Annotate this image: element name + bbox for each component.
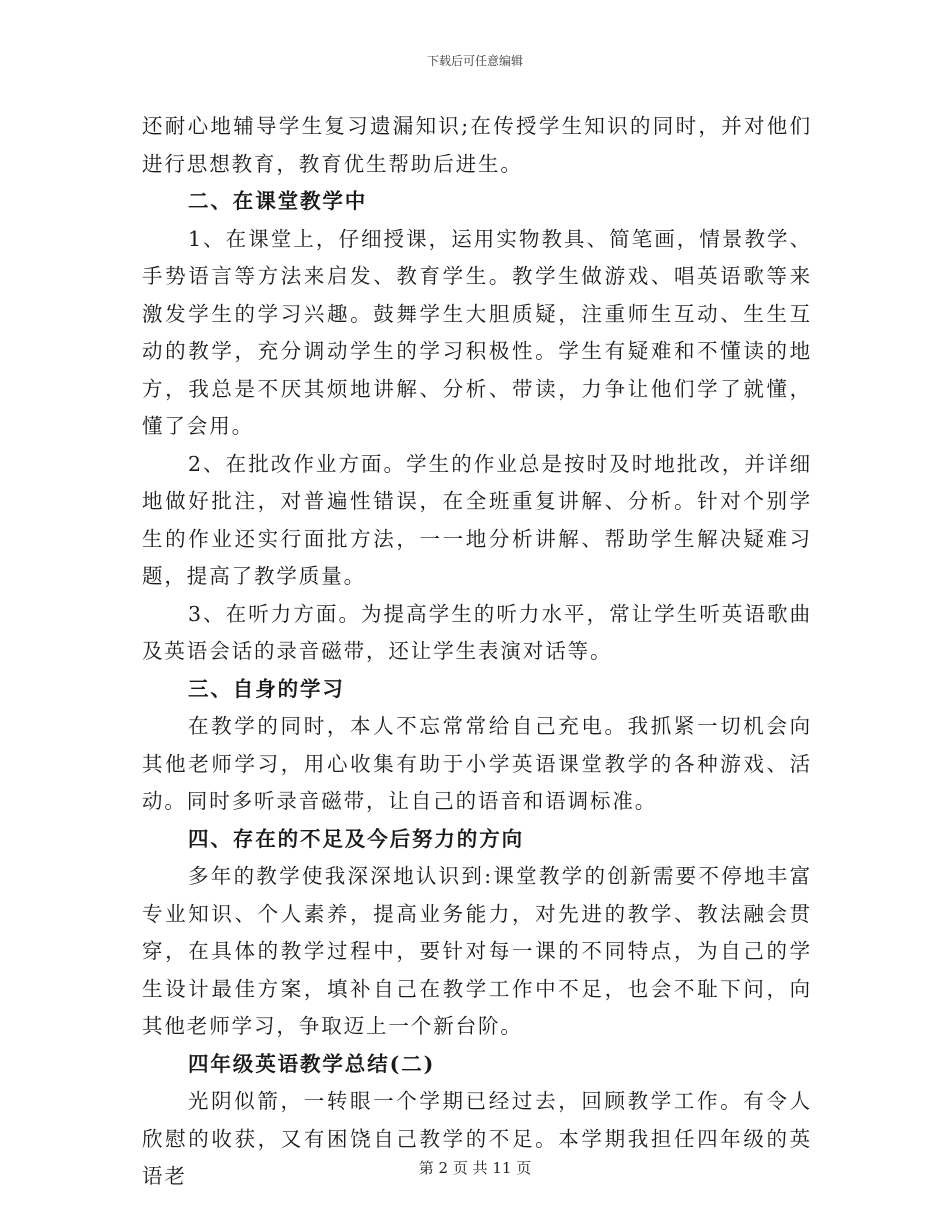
paragraph-continuation: 还耐心地辅导学生复习遗漏知识;在传授学生知识的同时，并对他们进行思想教育，教育优生帮助后进生。: [142, 114, 812, 176]
section-heading-self-learning: 三、自身的学习: [188, 676, 345, 701]
section-heading-classroom-teaching: 二、在课堂教学中: [188, 189, 368, 213]
page-footer-page-number: 第 2 页 共 11 页: [418, 1159, 532, 1177]
section-heading-shortcomings: 四、存在的不足及今后努力的方向: [188, 826, 524, 851]
paragraph-summary-intro: 光阴似箭，一转眼一个学期已经过去，回顾教学工作。有令人欣慰的收获，又有困饶自己教学的不足。本学期我担任四年级的英语老: [142, 1089, 812, 1188]
paragraph-shortcomings: 多年的教学使我深深地认识到:课堂教学的创新需要不停地丰富专业知识、个人素养，提高业务能力，对先进的教学、教法融会贯穿，在具体的教学过程中，要针对每一课的不同特点，为自己的学生设计最佳方案，填补自己在教学工作中不足，也会不耻下问，向其他老师学习，争取迈上一个新台阶。: [142, 864, 812, 1038]
document-subtitle-summary-two: 四年级英语教学总结(二): [188, 1051, 436, 1076]
page-header: 下载后可任意编辑: [426, 54, 523, 68]
paragraph-self-learning: 在教学的同时，本人不忘常常给自己充电。我抓紧一切机会向其他老师学习，用心收集有助于小学英语课堂教学的各种游戏、活动。同时多听录音磁带，让自己的语音和语调标准。: [142, 714, 812, 813]
paragraph-classroom-2: 2、在批改作业方面。学生的作业总是按时及时地批改，并详细地做好批注，对普遍性错误，在全班重复讲解、分析。针对个别学生的作业还实行面批方法，一一地分析讲解、帮助学生解决疑难习题，提高了教学质量。: [142, 451, 812, 588]
paragraph-classroom-1: 1、在课堂上，仔细授课，运用实物教具、简笔画，情景教学、手势语言等方法来启发、教育学生。教学生做游戏、唱英语歌等来激发学生的学习兴趣。鼓舞学生大胆质疑，注重师生互动、生生互动的教学，充分调动学生的学习积极性。学生有疑难和不懂读的地方，我总是不厌其烦地讲解、分析、带读，力争让他们学了就懂，懂了会用。: [142, 226, 812, 438]
paragraph-classroom-3: 3、在听力方面。为提高学生的听力水平，常让学生听英语歌曲及英语会话的录音磁带，还让学生表演对话等。: [142, 601, 812, 663]
document-body: [142, 108, 812, 1196]
